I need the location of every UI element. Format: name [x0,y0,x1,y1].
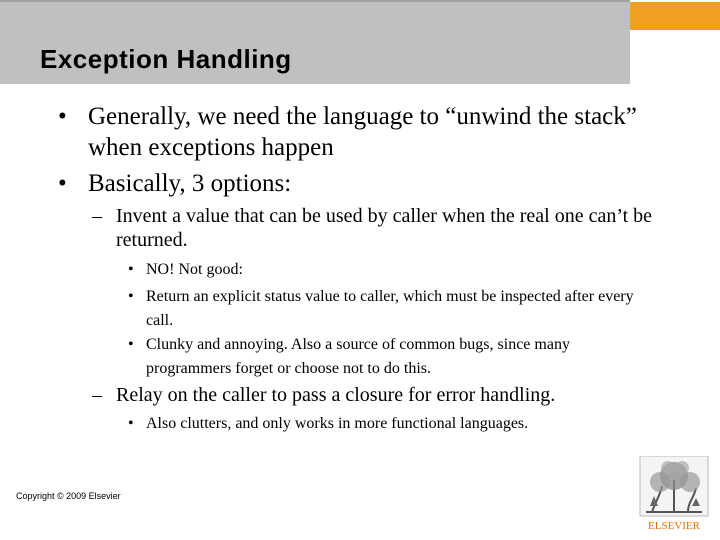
title-top-rule [0,0,630,2]
bullet-text: Also clutters, and only works in more functional languages. [146,415,529,432]
bullet-marker: • [128,336,134,353]
bullet-text: Return an explicit status value to caller, which must be inspected after every call. [146,288,634,329]
bullet-marker: • [58,103,67,130]
bullet-marker: • [128,415,134,432]
bullet-marker: • [128,261,134,278]
logo-wordmark: ELSEVIER [648,520,700,532]
elsevier-logo [638,456,710,534]
bullet-text: Generally, we need the language to “unwind the stack” when exceptions happen [88,103,637,161]
bullet-marker: – [92,384,102,406]
bullet-text: Basically, 3 options: [88,170,292,197]
slide-title: Exception Handling [40,44,292,74]
bullet-text: Invent a value that can be used by caller when the real one can’t be returned. [116,205,653,251]
copyright-notice: Copyright © 2009 Elsevier [16,491,121,501]
bullet-marker: • [128,288,134,305]
bullet-text: Relay on the caller to pass a closure for error handling. [116,384,556,406]
bullet-marker: – [92,205,102,227]
corner-accent-bar [630,2,720,30]
bullet-marker: • [58,170,67,197]
bullet-text: NO! Not good: [146,261,243,278]
bullet-text: Clunky and annoying. Also a source of common bugs, since many programmers forget or choose not to do this. [146,336,570,377]
